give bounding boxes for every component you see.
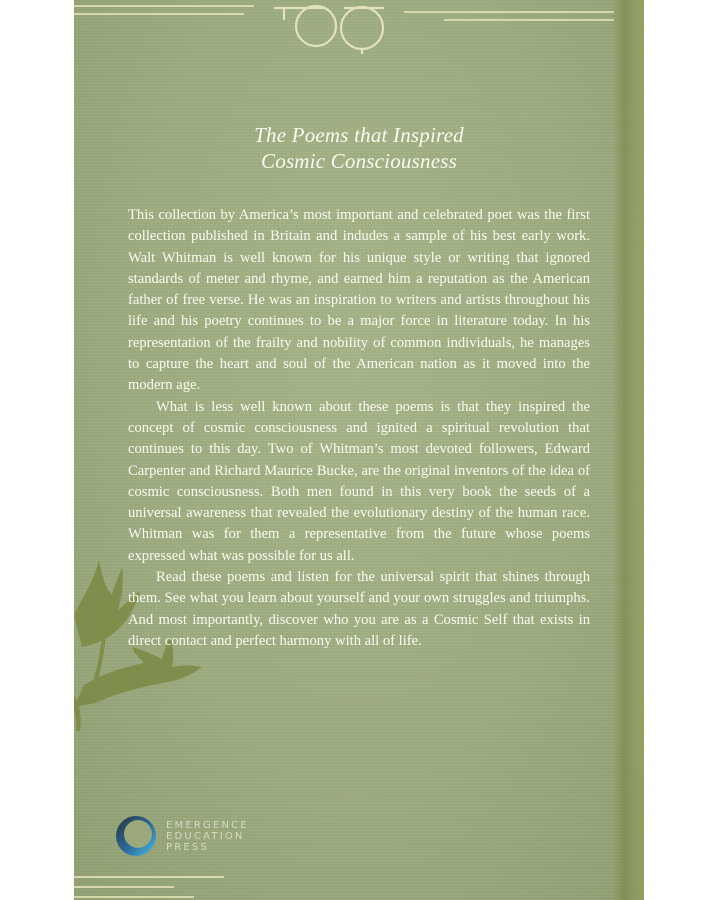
ring-logo-icon bbox=[114, 814, 158, 858]
bottom-gilt-rules bbox=[74, 860, 644, 900]
publisher-logo bbox=[114, 814, 249, 858]
publisher-name-line-2: EDUCATION bbox=[166, 830, 245, 842]
blurb-paragraph-2: What is less well known about these poems is that they inspired the concept of cosmic consciousness and ignited a spiritual revolution that continues to this day. Two of Whitman’s most devoted followers, Edward Carpenter and Richard Maurice Bucke, are the original inventors of the idea of cosmic consciousness. Both men found in this very book the seeds of a universal awareness that revealed the evolutionary destiny of the human race. Whitman was for them a representative from the future whose poems expressed what was possible for us all. bbox=[128, 398, 590, 564]
gilt-ornament-icon bbox=[264, 0, 404, 60]
blurb-paragraph-3: Read these poems and listen for the universal spirit that shines through them. See what you learn about yourself and your own struggles and triumphs. And most importantly, discover who you are as a Cosmic Self that exists in direct contact and perfect harmony with all of life. bbox=[128, 569, 590, 649]
title-line-1: The Poems that Inspired bbox=[254, 123, 464, 147]
publisher-name-line-3: PRESS bbox=[166, 841, 209, 853]
book-back-cover bbox=[74, 0, 644, 900]
publisher-name-line-1: EMERGENCE bbox=[166, 819, 249, 831]
publisher-name bbox=[166, 820, 249, 853]
blurb-text bbox=[128, 205, 590, 652]
blurb-paragraph-1: This collection by America’s most important and celebrated poet was the first collection published in Britain and indudes a sample of his best early work. Walt Whitman is well known for his unique style or writing that ignored standards of meter and rhyme, and earned him a reputation as the American father of free verse. He was an inspiration to writers and artists throughout his life and his poetry continues to be a major force in literature today. In his representation of the frailty and nobility of common individuals, he manages to capture the heart and soul of the American nation as it moved into the modern age. bbox=[128, 207, 590, 394]
cover-title bbox=[74, 122, 644, 174]
title-line-2: Cosmic Consciousness bbox=[261, 149, 457, 173]
